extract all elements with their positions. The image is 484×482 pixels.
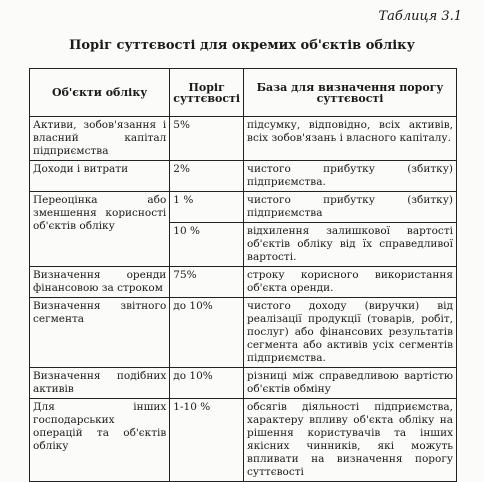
cell-basis: чистого прибутку (збитку) підприємства.	[244, 161, 457, 192]
cell-object: Доходи і витрати	[30, 161, 170, 192]
header-object: Об'єкти обліку	[30, 69, 170, 117]
cell-threshold: 75%	[170, 267, 244, 298]
cell-object: Активи, зобов'язання і власний капітал підприємства	[30, 117, 170, 161]
table-row	[30, 399, 457, 482]
cell-threshold: 5%	[170, 117, 244, 161]
cell-object: Визначення подібних активів	[30, 368, 170, 399]
cell-basis: обсягів діяльності підприємства, характеру впливу об'єкта обліку на рішення користувачів та інших якісних чинників, які можуть впливати на визначення порогу суттєвості	[244, 399, 457, 482]
cell-basis: різниці між справедливою вартістю об'єктів обміну	[244, 368, 457, 399]
header-threshold: Поріг суттєвості	[170, 69, 244, 117]
cell-threshold: 1 %	[170, 192, 244, 223]
table-row	[30, 117, 457, 161]
cell-object: Для інших господарських операцій та об'єктів обліку	[30, 399, 170, 482]
cell-basis: чистого доходу (виручки) від реалізації продукції (товарів, робіт, послуг) або фінансових результатів сегмента або активів усіх сегментів підприємства.	[244, 298, 457, 368]
header-basis: База для визначення порогу суттєвості	[244, 69, 457, 117]
table-row	[30, 298, 457, 368]
cell-basis: чистого прибутку (збитку) підприємства	[244, 192, 457, 223]
cell-basis: строку корисного використання об'єкта оренди.	[244, 267, 457, 298]
table-row	[30, 161, 457, 192]
document-title: Поріг суттєвості для окремих об'єктів обліку	[69, 38, 415, 53]
table-row	[30, 368, 457, 399]
cell-threshold: 2%	[170, 161, 244, 192]
cell-threshold: 10 %	[170, 223, 244, 267]
cell-threshold: до 10%	[170, 368, 244, 399]
table-header-row	[30, 69, 457, 117]
cell-threshold: до 10%	[170, 298, 244, 368]
cell-threshold: 1-10 %	[170, 399, 244, 482]
table-row	[30, 192, 457, 223]
materiality-table	[29, 68, 457, 482]
table-number-label: Таблиця 3.1	[378, 9, 462, 24]
cell-object: Визначення оренди фінансовою за строком	[30, 267, 170, 298]
table-row	[30, 267, 457, 298]
cell-basis: підсумку, відповідно, всіх активів, всіх зобов'язань і власного капіталу.	[244, 117, 457, 161]
cell-object: Визначення звітного сегмента	[30, 298, 170, 368]
cell-basis: відхилення залишкової вартості об'єктів обліку від їх справедливої вартості.	[244, 223, 457, 267]
cell-object: Переоцінка або зменшення корисності об'єктів обліку	[30, 192, 170, 267]
